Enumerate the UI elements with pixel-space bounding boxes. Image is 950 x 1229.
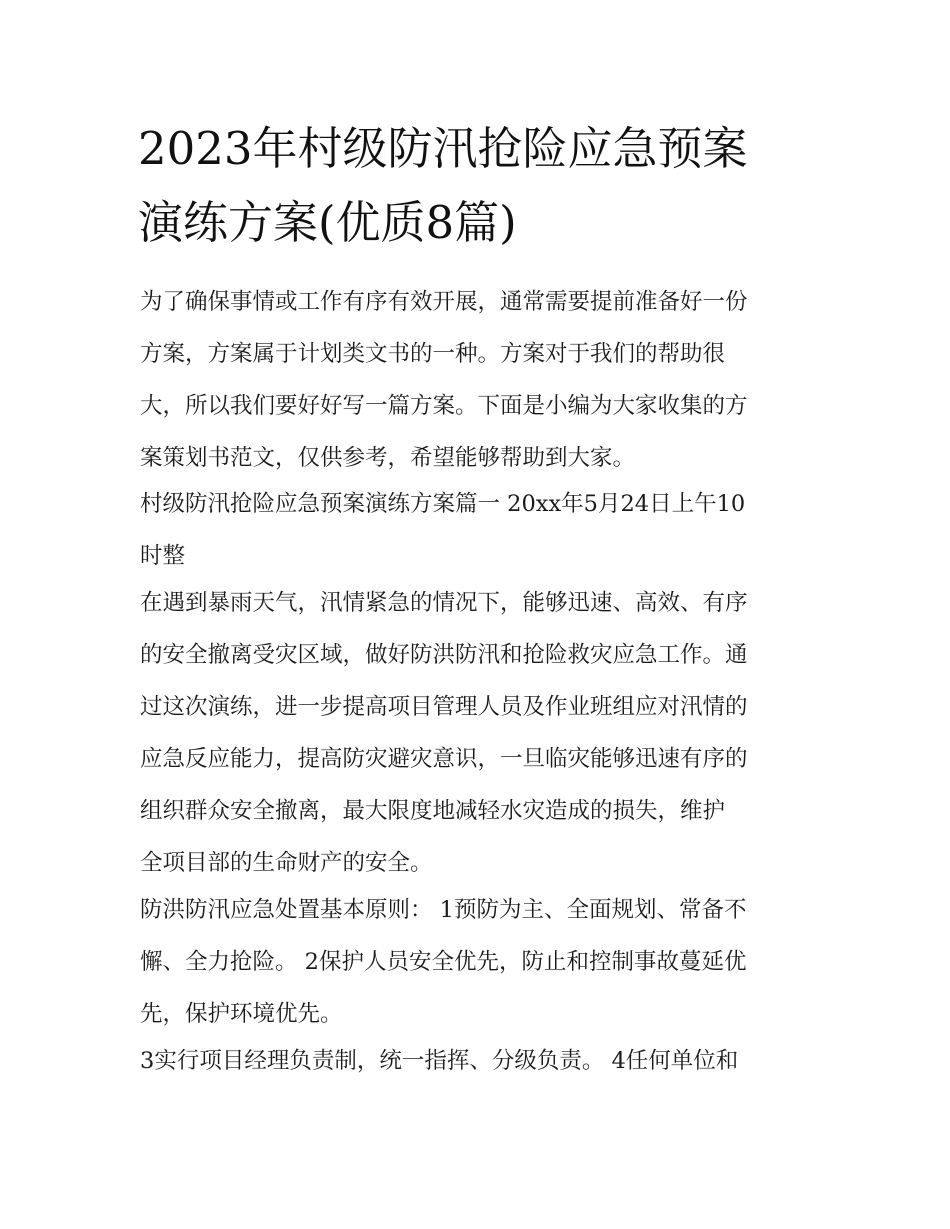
text-line: 案策划书范文，仅供参考，希望能够帮助到大家。 [140, 445, 636, 471]
text-line: 过这次演练，进一步提高项目管理人员及作业班组应对汛情的 [140, 694, 748, 720]
text-line: 方案，方案属于计划类文书的一种。方案对于我们的帮助很 [140, 341, 726, 367]
paragraph-section-heading [140, 478, 840, 582]
text-line: 在遇到暴雨天气，汛情紧急的情况下，能够迅速、高效、有序 [140, 590, 748, 616]
text-line: 懈、全力抢险。 2保护人员安全优先，防止和控制事故蔓延优 [140, 949, 747, 975]
text-line: 为了确保事情或工作有序有效开展，通常需要提前准备好一份 [140, 289, 748, 315]
text-line: 村级防汛抢险应急预案演练方案篇一 20xx年5月24日上午10 [140, 491, 746, 517]
text-line: 防洪防汛应急处置基本原则： 1预防为主、全面规划、常备不 [140, 897, 747, 923]
title-line: 2023年村级防汛抢险应急预案 [138, 122, 748, 175]
text-line: 组织群众安全撤离，最大限度地减轻水灾造成的损失，维护 [140, 798, 726, 824]
text-line: 3实行项目经理负责制，统一指挥、分级负责。 4任何单位和 [140, 1048, 739, 1074]
text-line: 的安全撤离受灾区域，做好防洪防汛和抢险救灾应急工作。通 [140, 642, 748, 668]
text-line: 应急反应能力，提高防灾避灾意识，一旦临灾能够迅速有序的 [140, 746, 748, 772]
document-title [138, 112, 838, 260]
title-line: 演练方案(优质8篇) [138, 196, 517, 249]
paragraph-intro [140, 276, 840, 484]
text-line: 大，所以我们要好好写一篇方案。下面是小编为大家收集的方 [140, 393, 748, 419]
text-line: 全项目部的生命财产的安全。 [140, 850, 433, 876]
paragraph-principles [140, 884, 840, 1040]
paragraph-purpose [140, 577, 840, 889]
text-line: 时整 [140, 543, 186, 569]
paragraph-responsibility [140, 1035, 840, 1087]
text-line: 先，保护环境优先。 [140, 1001, 343, 1027]
